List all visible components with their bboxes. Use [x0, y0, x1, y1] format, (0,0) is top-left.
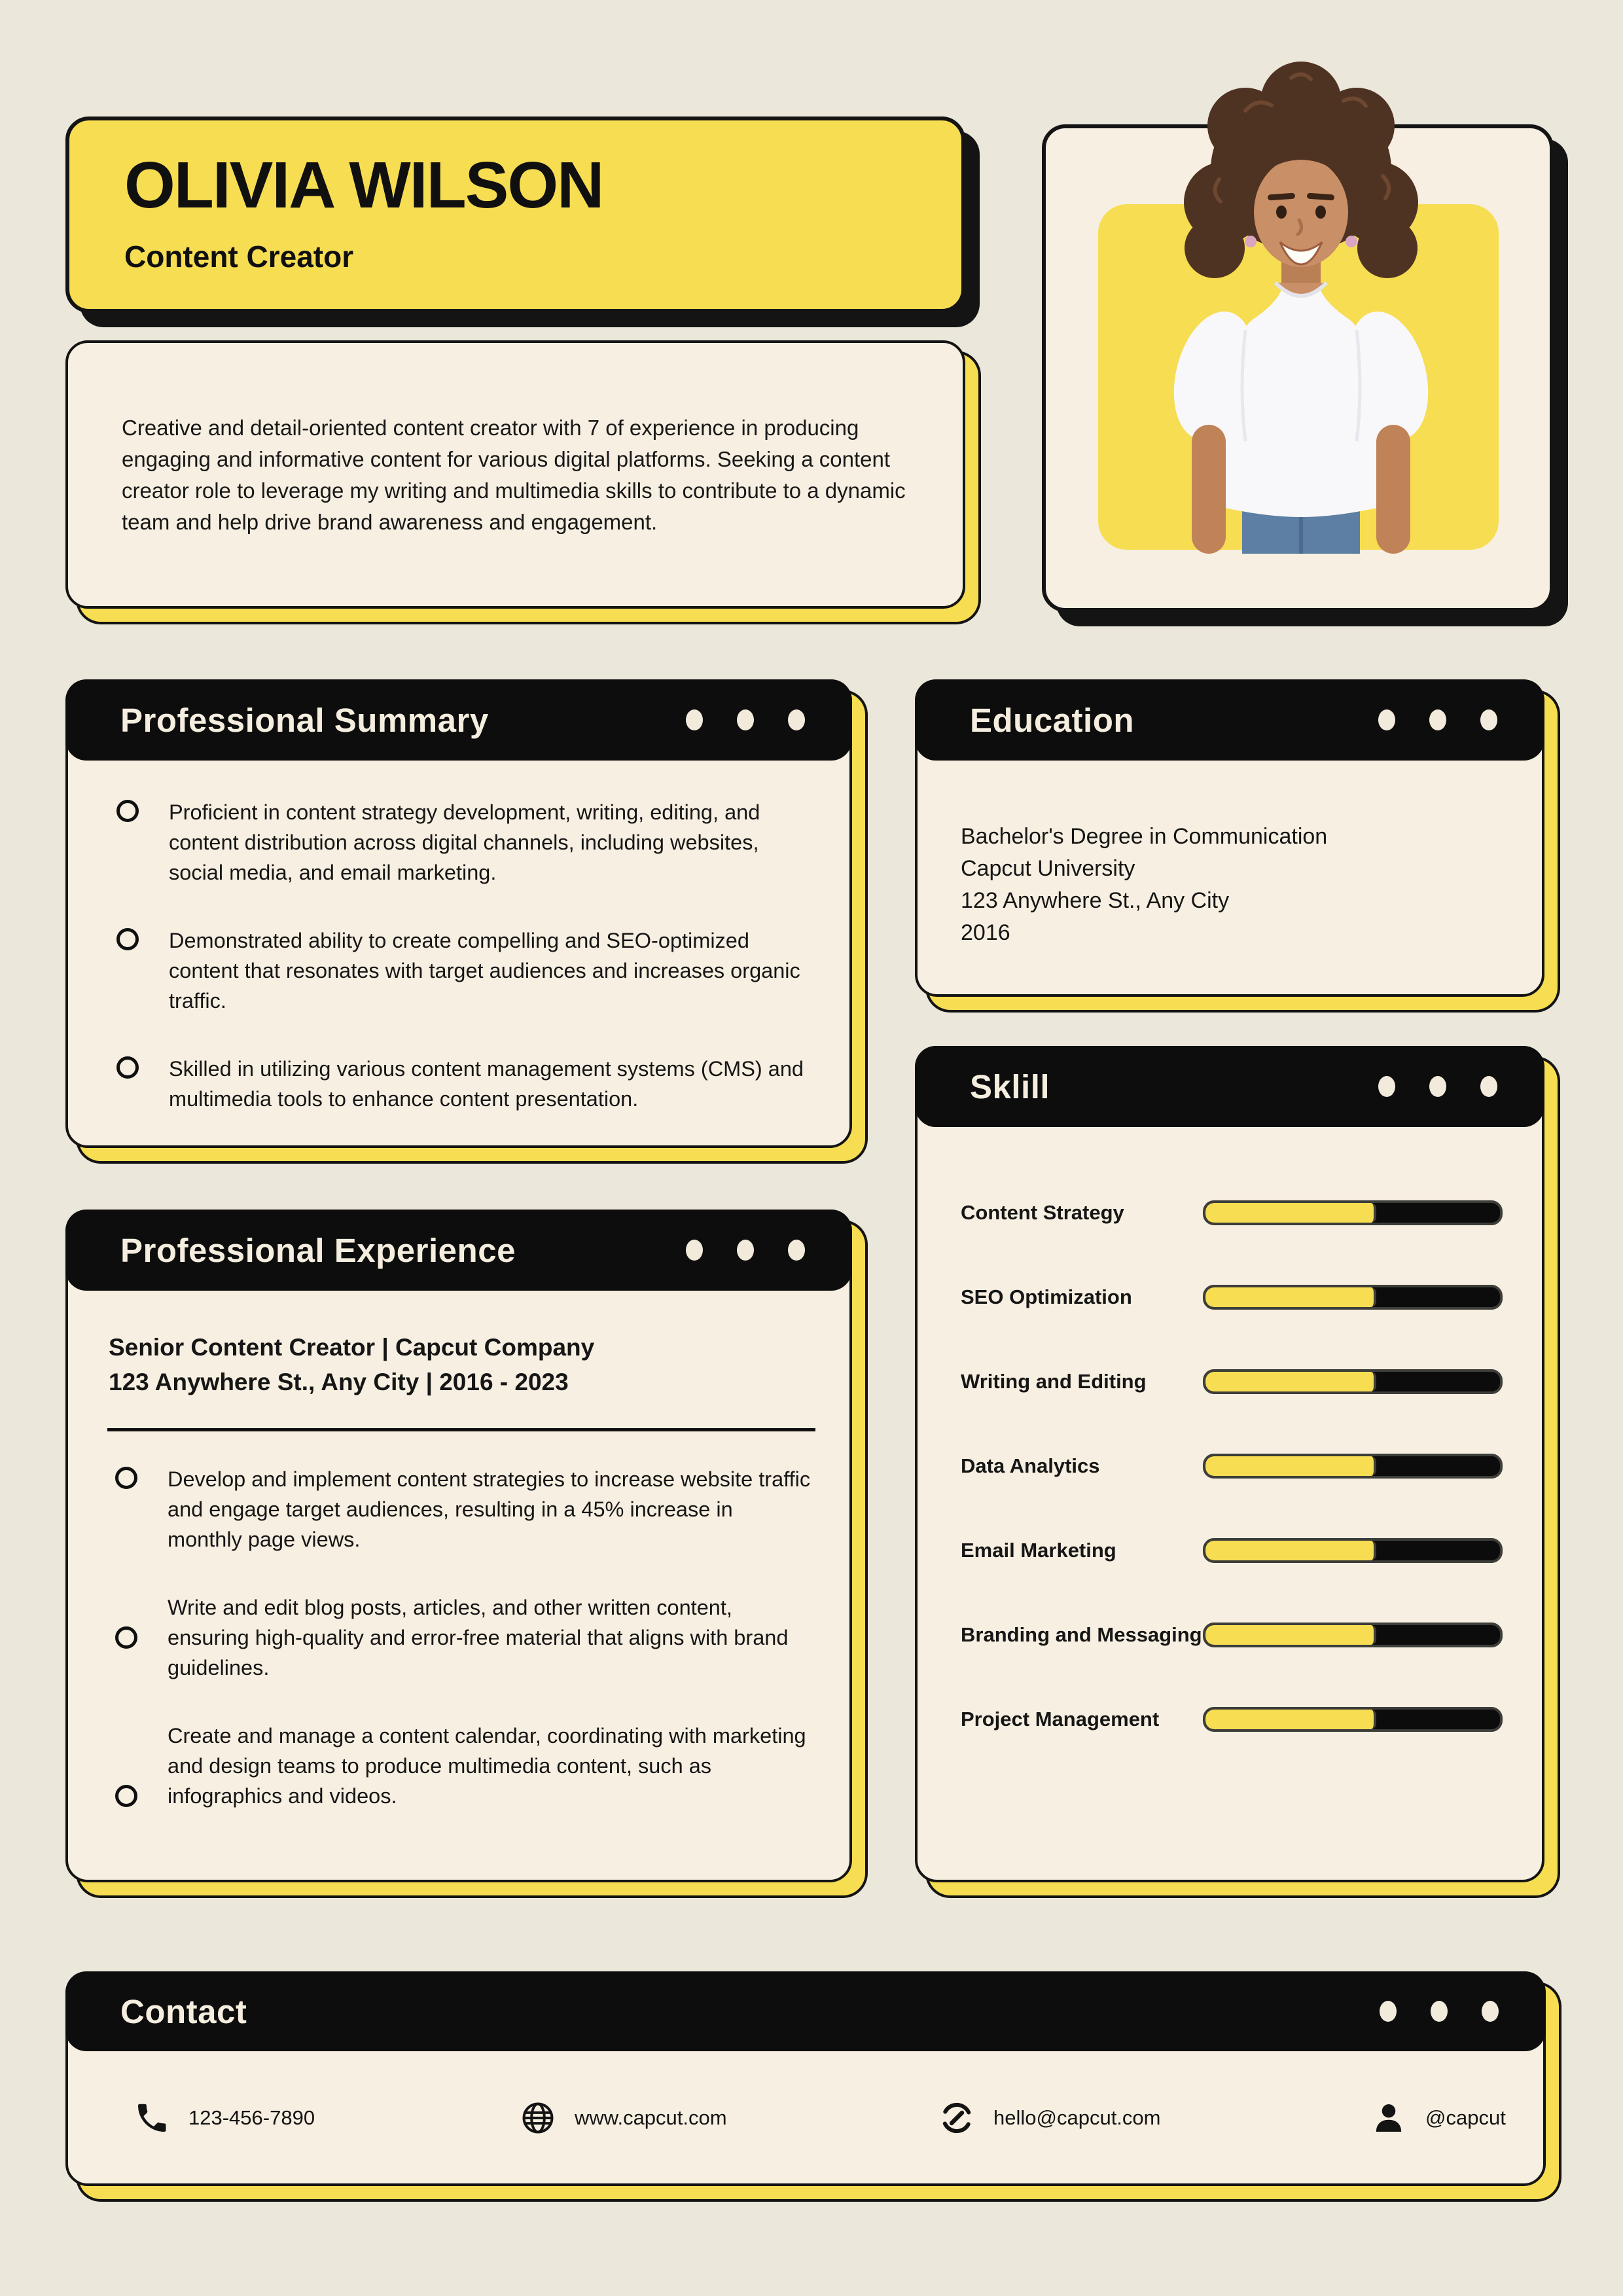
job-meta: 123 Anywhere St., Any City | 2016 - 2023: [109, 1369, 569, 1395]
education-address: 123 Anywhere St., Any City: [961, 888, 1230, 913]
window-dot-icon: [1429, 1076, 1446, 1097]
education-title: Education: [970, 701, 1135, 739]
skill-bar-fill: [1205, 1287, 1376, 1307]
skill-row: Writing and Editing: [961, 1339, 1503, 1424]
user-icon: [1370, 2100, 1407, 2136]
experience-bullet: Write and edit blog posts, articles, and other written content, ensuring high-quality and error-free material that aligns with brand guidelines.: [115, 1592, 812, 1683]
contact-card: [65, 1971, 1546, 2186]
contact-title: Contact: [120, 1992, 247, 2030]
experience-header: [65, 1210, 852, 1291]
education-degree: Bachelor's Degree in Communication: [961, 824, 1328, 849]
skill-bar-fill: [1205, 1456, 1376, 1476]
contact-email: hello@capcut.com: [938, 2100, 1160, 2136]
contact-phone: 123-456-7890: [134, 2100, 315, 2136]
bullet-ring-icon: [115, 1785, 137, 1807]
skill-bar-fill: [1205, 1203, 1376, 1223]
education-card: [915, 679, 1544, 997]
skill-bar: [1203, 1285, 1503, 1310]
window-dots: [1378, 1076, 1497, 1097]
bullet-ring-icon: [116, 800, 139, 822]
window-dot-icon: [1380, 2001, 1397, 2022]
summary-title: Professional Summary: [120, 701, 489, 739]
experience-title: Professional Experience: [120, 1231, 516, 1269]
portrait-photo: [1147, 48, 1455, 554]
intro-text: Creative and detail-oriented content creator with 7 of experience in producing engaging and informative content for various digital platforms. Seeking a content creator role to leverage my writing and multimedia skills to contribute to a dynamic team and help drive brand awareness and engagement.: [122, 416, 906, 534]
window-dot-icon: [1482, 2001, 1499, 2022]
bullet-ring-icon: [115, 1626, 137, 1649]
skill-bar: [1203, 1623, 1503, 1647]
experience-bullet: Create and manage a content calendar, coordinating with marketing and design teams to produce multimedia content, such as infographics and videos.: [115, 1721, 812, 1811]
skill-bar-fill: [1205, 1541, 1376, 1560]
skill-bar-fill: [1205, 1372, 1376, 1391]
summary-bullet: Skilled in utilizing various content management systems (CMS) and multimedia tools to enhance content presentation.: [116, 1054, 812, 1114]
education-year: 2016: [961, 920, 1010, 945]
window-dot-icon: [1378, 1076, 1395, 1097]
skill-bar: [1203, 1454, 1503, 1479]
skill-row: SEO Optimization: [961, 1255, 1503, 1339]
bullet-ring-icon: [115, 1467, 137, 1489]
skills-title: Sklill: [970, 1067, 1050, 1105]
skills-card: [915, 1046, 1544, 1882]
skill-row: Content Strategy: [961, 1170, 1503, 1255]
bullet-ring-icon: [116, 928, 139, 950]
summary-bullet: Demonstrated ability to create compelling and SEO-optimized content that resonates with target audiences and increases organic traffic.: [116, 925, 812, 1016]
contact-website: www.capcut.com: [520, 2100, 727, 2136]
summary-card: [65, 679, 852, 1148]
education-school: Capcut University: [961, 856, 1135, 881]
window-dot-icon: [1480, 709, 1497, 730]
window-dots: [686, 1240, 805, 1261]
education-header: [915, 679, 1544, 761]
window-dot-icon: [788, 709, 805, 730]
photo-card: [1042, 124, 1554, 612]
person-name: OLIVIA WILSON: [124, 149, 603, 222]
window-dots: [686, 709, 805, 730]
person-role: Content Creator: [124, 240, 354, 274]
skill-row: Data Analytics: [961, 1424, 1503, 1508]
skill-bar-fill: [1205, 1625, 1376, 1645]
window-dot-icon: [788, 1240, 805, 1261]
window-dots: [1380, 2001, 1499, 2022]
window-dots: [1378, 709, 1497, 730]
summary-header: [65, 679, 852, 761]
skill-row: Project Management: [961, 1677, 1503, 1761]
experience-bullet: Develop and implement content strategies to increase website traffic and engage target audiences, resulting in a 45% increase in monthly page views.: [115, 1464, 812, 1554]
window-dot-icon: [1480, 1076, 1497, 1097]
window-dot-icon: [1429, 709, 1446, 730]
summary-bullet: Proficient in content strategy development, writing, editing, and content distribution across digital channels, including websites, social media, and email marketing.: [116, 797, 812, 888]
experience-card: [65, 1210, 852, 1882]
window-dot-icon: [1431, 2001, 1448, 2022]
globe-icon: [520, 2100, 556, 2136]
skill-row: Branding and Messaging: [961, 1592, 1503, 1677]
phone-icon: [134, 2100, 170, 2136]
bullet-ring-icon: [116, 1056, 139, 1079]
skill-bar: [1203, 1538, 1503, 1563]
window-dot-icon: [737, 1240, 754, 1261]
intro-card: [65, 340, 965, 609]
skill-row: Email Marketing: [961, 1508, 1503, 1592]
name-card: [65, 117, 965, 313]
job-title: Senior Content Creator | Capcut Company: [109, 1334, 595, 1361]
skills-header: [915, 1046, 1544, 1127]
skill-bar-fill: [1205, 1710, 1376, 1729]
contact-handle: @capcut: [1370, 2100, 1506, 2136]
contact-header: [65, 1971, 1546, 2051]
skill-bar: [1203, 1200, 1503, 1225]
email-icon: [938, 2100, 975, 2136]
window-dot-icon: [1378, 709, 1395, 730]
window-dot-icon: [737, 709, 754, 730]
window-dot-icon: [686, 709, 703, 730]
skill-bar: [1203, 1369, 1503, 1394]
skill-bar: [1203, 1707, 1503, 1732]
window-dot-icon: [686, 1240, 703, 1261]
